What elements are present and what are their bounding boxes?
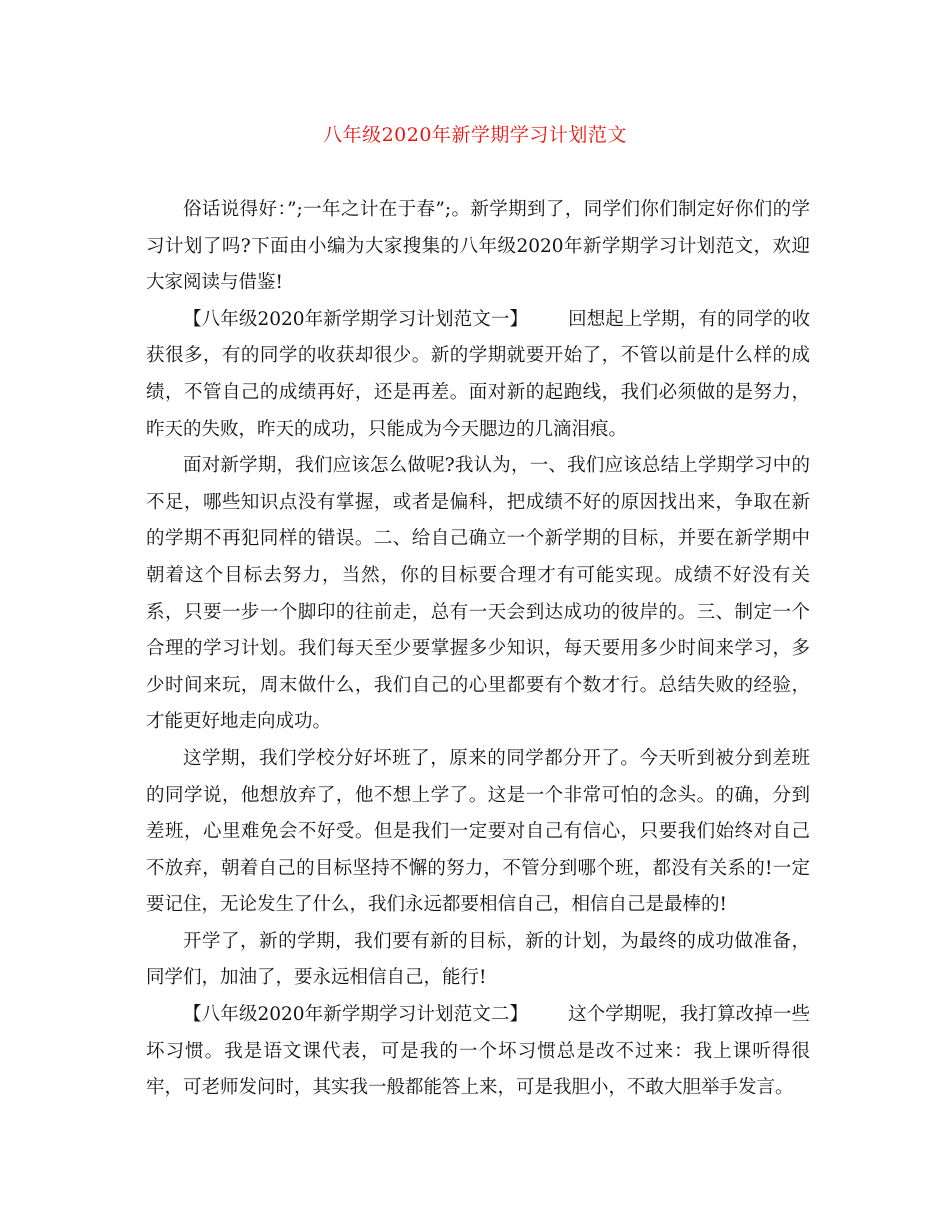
document-body: [146, 192, 810, 1107]
paragraph-text: 这学期，我们学校分好坏班了，原来的同学都分开了。今天听到被分到差班的同学说，他想放弃了，他不想上学了。这是一个非常可怕的念头。的确，分到差班，心里难免会不好受。但是我们一定要对自己有信心，只要我们始终对自己不放弃，朝着自己的目标坚持不懈的努力，不管分到哪个班，都没有关系的!一定要记住，无论发生了什么，我们永远都要相信自己，相信自己是最棒的!: [146, 747, 810, 916]
section-heading: 【八年级2020年新学期学习计划范文一】: [183, 308, 529, 330]
paragraph-closing: [146, 924, 810, 997]
paragraph-intro: [146, 192, 810, 302]
paragraph-text: 回想起上学期，有的同学的收获很多，有的同学的收获却很少。新的学期就要开始了，不管以前是什么样的成绩，不管自己的成绩再好，还是再差。面对新的起跑线，我们必须做的是努力，昨天的失败，昨天的成功，只能成为今天腮边的几滴泪痕。: [146, 308, 810, 440]
paragraph-text: 这个学期呢，我打算改掉一些坏习惯。我是语文课代表，可是我的一个坏习惯总是改不过来：我上课听得很牢，可老师发问时，其实我一般都能答上来，可是我胆小，不敢大胆举手发言。: [146, 1004, 810, 1099]
paragraph-text: 开学了，新的学期，我们要有新的目标，新的计划，为最终的成功做准备，同学们，加油了，要永远相信自己，能行!: [146, 930, 810, 989]
paragraph-text: 俗话说得好：”;一年之计在于春”;。新学期到了，同学们你们制定好你们的学习计划了吗?下面由小编为大家搜集的八年级2020年新学期学习计划范文，欢迎大家阅读与借鉴!: [146, 199, 810, 294]
paragraph-sample-two: [146, 997, 810, 1107]
paragraph-plan: [146, 448, 810, 741]
paragraph-sample-one: [146, 302, 810, 448]
document-title: 八年级2020年新学期学习计划范文: [323, 124, 627, 146]
section-heading: 【八年级2020年新学期学习计划范文二】: [183, 1004, 529, 1026]
paragraph-text: 面对新学期，我们应该怎么做呢?我认为，一、我们应该总结上学期学习中的不足，哪些知识点没有掌握，或者是偏科，把成绩不好的原因找出来，争取在新的学期不再犯同样的错误。二、给自己确立一个新学期的目标，并要在新学期中朝着这个目标去努力，当然，你的目标要合理才有可能实现。成绩不好没有关系，只要一步一个脚印的往前走，总有一天会到达成功的彼岸的。三、制定一个合理的学习计划。我们每天至少要掌握多少知识，每天要用多少时间来学习，多少时间来玩，周末做什么，我们自己的心里都要有个数才行。总结失败的经验，才能更好地走向成功。: [146, 455, 810, 733]
paragraph-class-split: [146, 741, 810, 924]
